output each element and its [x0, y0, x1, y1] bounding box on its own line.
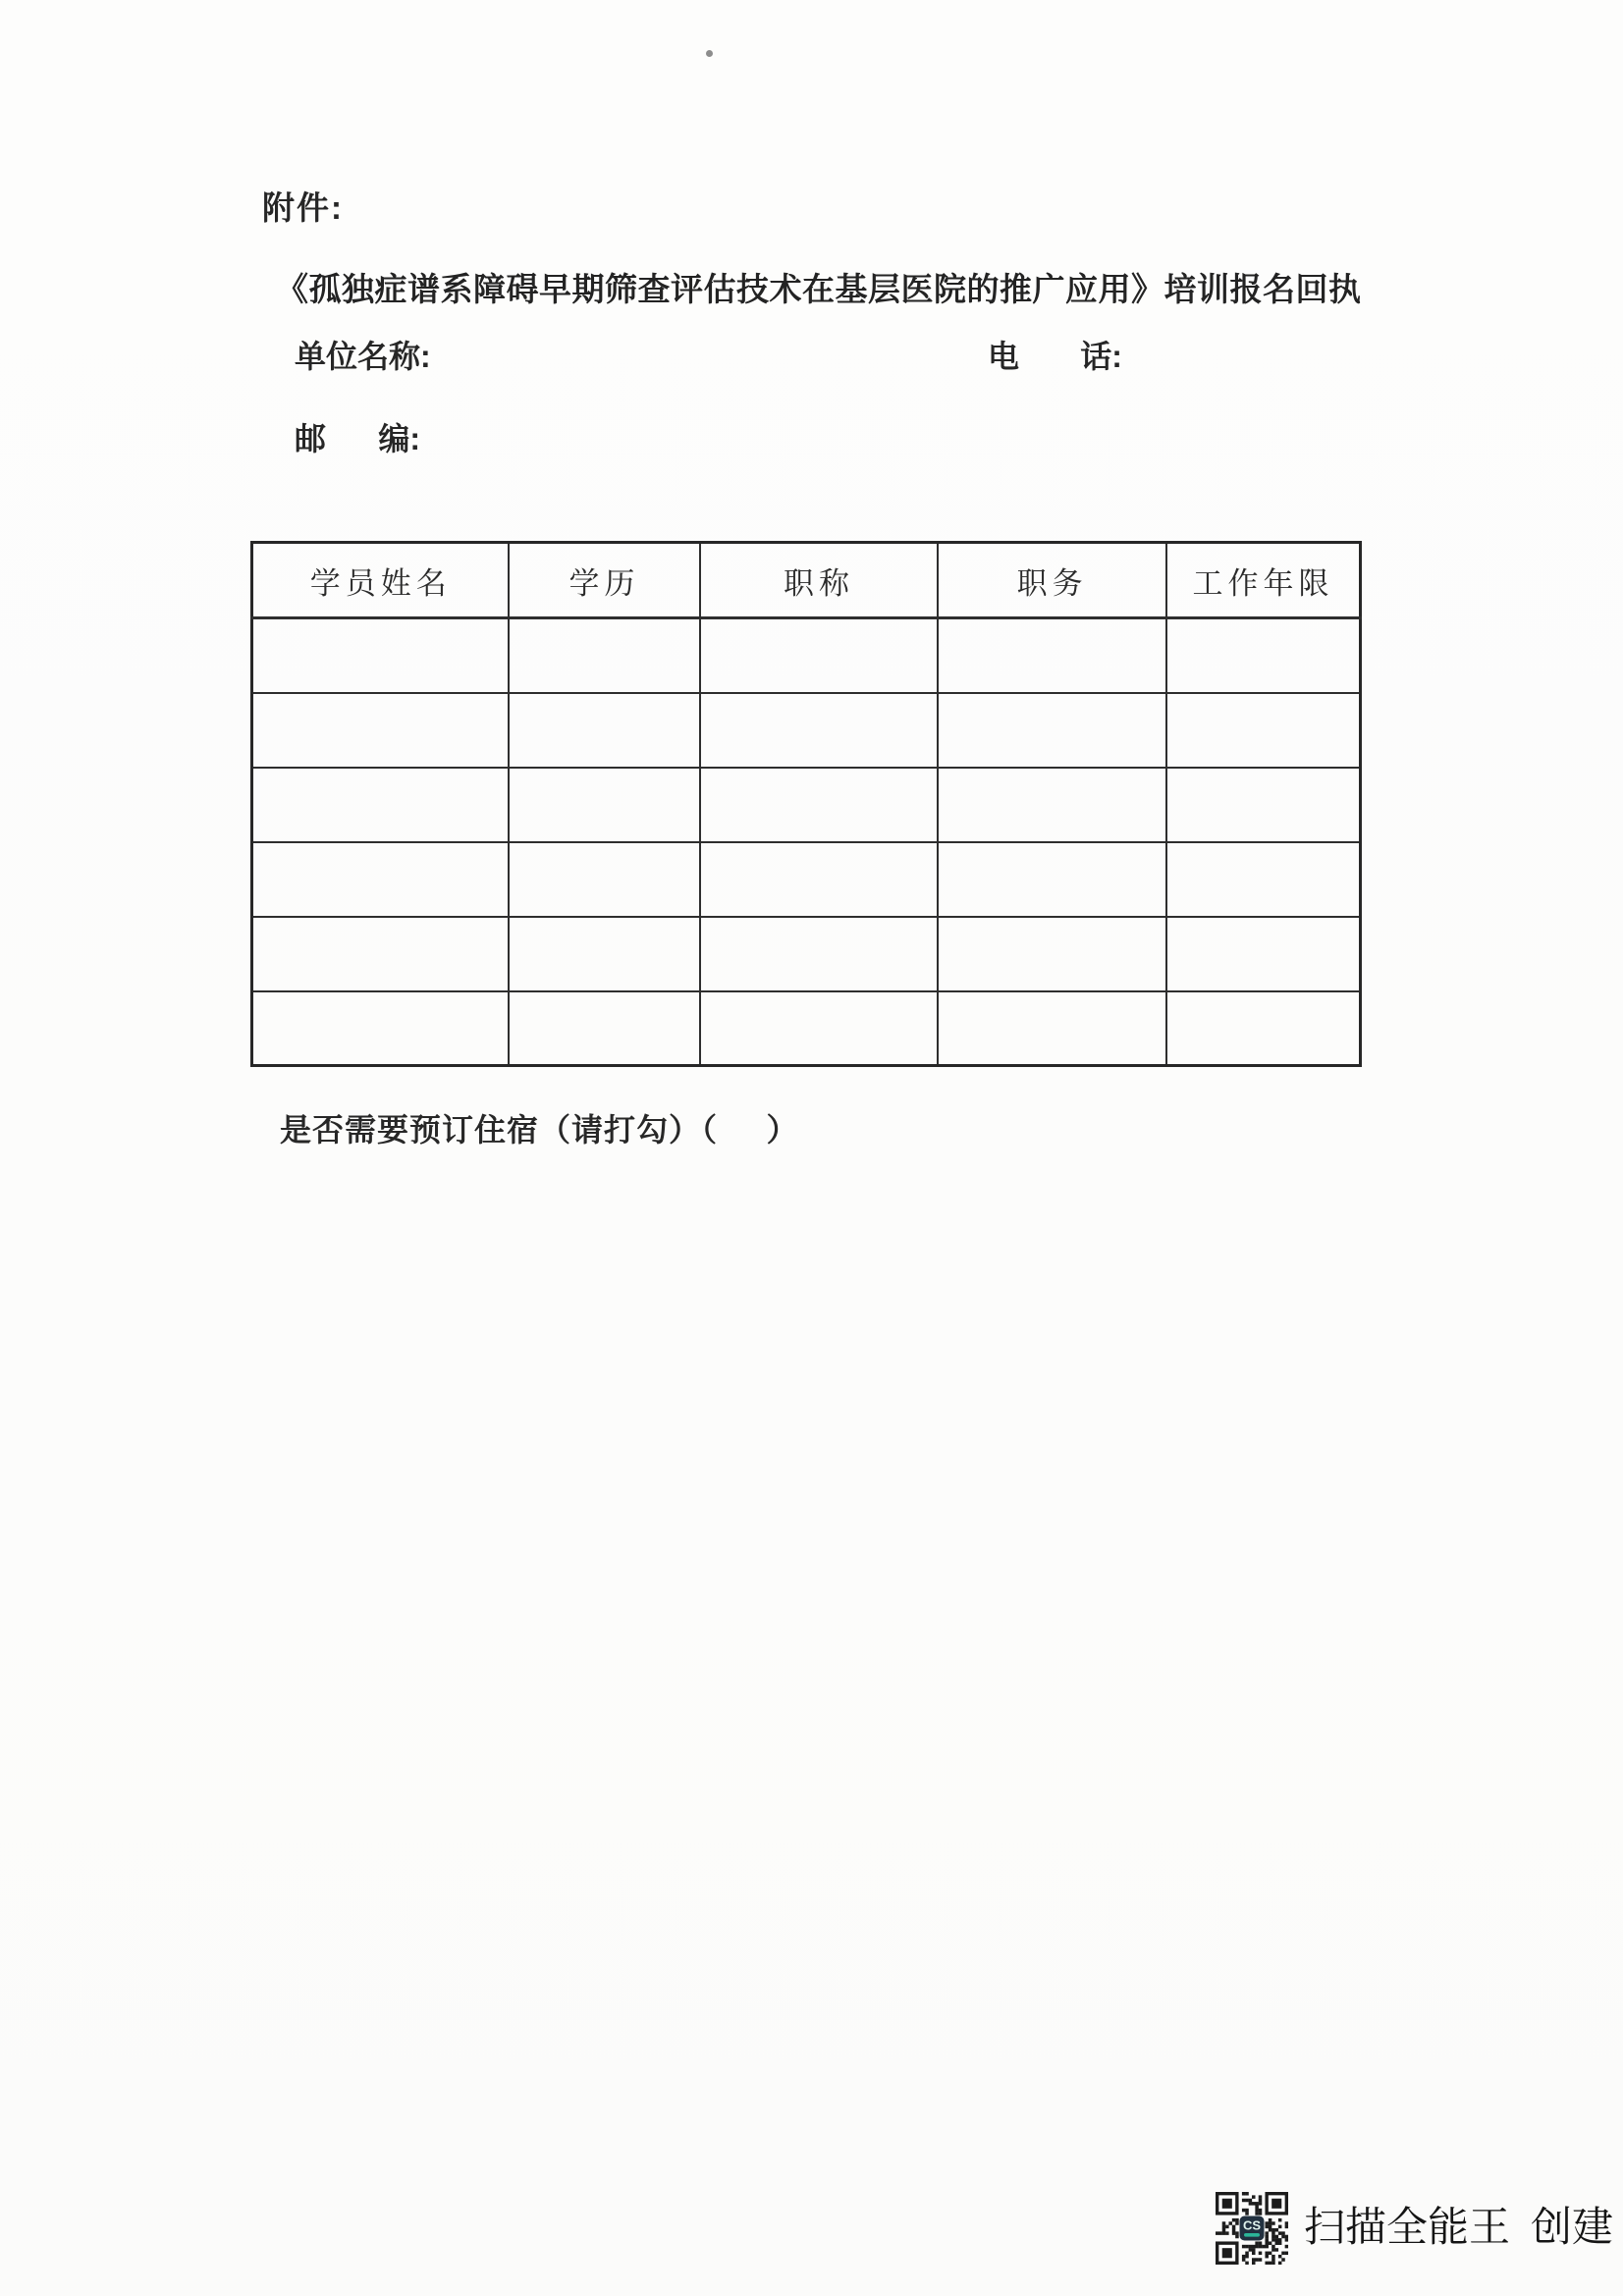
table-cell [1166, 991, 1361, 1066]
table-cell [938, 917, 1166, 991]
table-cell [938, 991, 1166, 1066]
table-row [252, 917, 1361, 991]
table-cell [252, 991, 510, 1066]
table-cell [509, 991, 699, 1066]
table-cell [252, 768, 510, 842]
table-cell [700, 991, 939, 1066]
table-cell [509, 693, 699, 768]
scan-speck [706, 50, 713, 57]
table-cell [509, 842, 699, 917]
scanner-footer [1216, 2192, 1613, 2265]
table-cell [1166, 842, 1361, 917]
table-row [252, 768, 1361, 842]
column-header-education: 学历 [509, 543, 699, 618]
table-cell [700, 917, 939, 991]
table-cell [252, 917, 510, 991]
table-row [252, 693, 1361, 768]
table-header-row [252, 543, 1361, 618]
table-cell [700, 768, 939, 842]
table-cell [1166, 768, 1361, 842]
phone-label: 电 话: [988, 339, 1122, 374]
table-cell [509, 618, 699, 693]
table-cell [252, 842, 510, 917]
trainee-table [250, 541, 1362, 1067]
unit-name-label: 单位名称: [295, 339, 431, 374]
table-cell [700, 842, 939, 917]
table-cell [938, 842, 1166, 917]
table-cell [1166, 693, 1361, 768]
table-row [252, 991, 1361, 1066]
table-cell [509, 917, 699, 991]
table-cell [1166, 917, 1361, 991]
column-header-trainee-name: 学员姓名 [252, 543, 510, 618]
table-cell [938, 693, 1166, 768]
scanner-app-label: 扫描全能王 创建 [1304, 2206, 1614, 2251]
document-title: 《孤独症谱系障碍早期筛查评估技术在基层医院的推广应用》培训报名回执 [276, 271, 1362, 307]
table-cell [509, 768, 699, 842]
table-cell [252, 618, 510, 693]
table-cell [700, 693, 939, 768]
table-row [252, 842, 1361, 917]
table-body [252, 618, 1361, 1066]
qr-code-icon [1216, 2192, 1288, 2265]
table-cell [938, 768, 1166, 842]
table-cell [700, 618, 939, 693]
accommodation-question: 是否需要预订住宿（请打勾）（ ） [280, 1112, 799, 1148]
column-header-work-years: 工作年限 [1166, 543, 1361, 618]
svg-text:CS: CS [1242, 2217, 1262, 2233]
table-cell [1166, 618, 1361, 693]
table-row [252, 618, 1361, 693]
column-header-position: 职务 [938, 543, 1166, 618]
column-header-title: 职称 [700, 543, 939, 618]
table-cell [938, 618, 1166, 693]
table-cell [252, 693, 510, 768]
attachment-label: 附件: [262, 189, 344, 226]
postal-code-label: 邮 编: [295, 421, 421, 456]
